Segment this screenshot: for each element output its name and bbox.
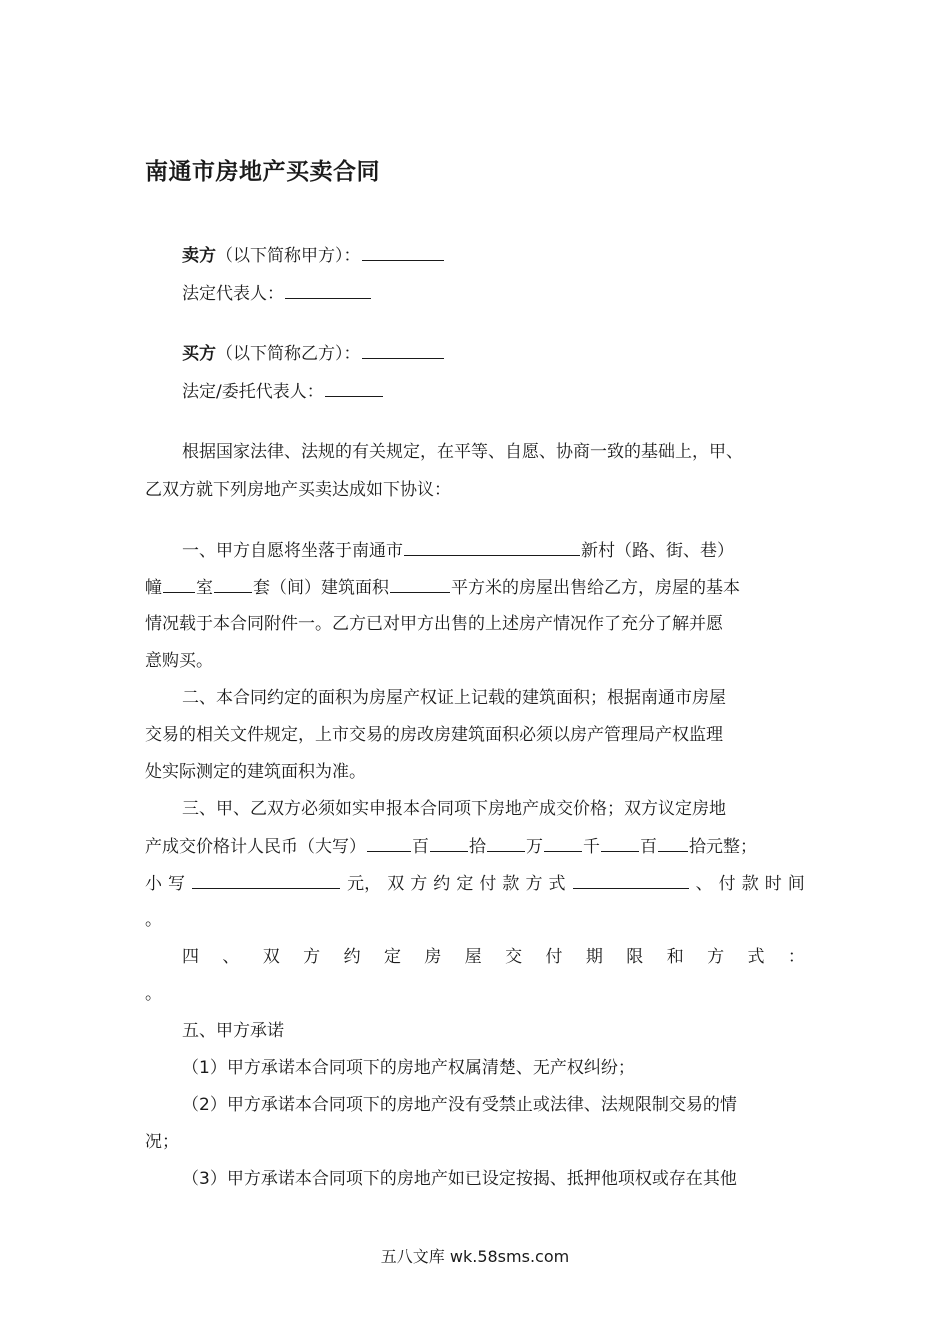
seller-rep-blank[interactable] [285,281,371,299]
clause4-char: 双 [262,947,280,967]
clause4-char: 、 [222,947,240,967]
seller-label: 卖方 [182,246,216,266]
price-blank-5[interactable] [601,834,639,852]
price-blank-4[interactable] [544,834,582,852]
price-blank-2[interactable] [430,834,468,852]
buyer-note: （以下简称乙方）： [216,344,361,364]
buyer-label: 买方 [182,344,216,364]
clause4-char: 定 [383,947,401,967]
payment-char: 约 [433,874,451,894]
buyer-line [182,341,445,366]
clause4-char: 和 [666,947,684,967]
clause2-line-1: 二、本合同约定的面积为房屋产权证上记载的建筑面积；根据南通市房屋 [182,688,726,708]
building-blank[interactable] [163,575,195,593]
seller-rep-label: 法定代表人： [182,284,284,304]
payment-tail-char: 时 [764,874,782,894]
payment-tail-char: 付 [718,874,736,894]
buyer-rep-line [182,379,384,404]
clause4-char: 约 [343,947,361,967]
unit-shi-1: 拾 [469,837,486,857]
price-blank-6[interactable] [658,834,688,852]
yuan-text: 元， [347,874,382,894]
payment-char: 定 [456,874,474,894]
clause5-item-2-cont: 况； [145,1132,179,1152]
unit-end: 拾元整； [689,837,757,857]
seller-rep-line [182,281,372,306]
clause2-line-3: 处实际测定的建筑面积为准。 [145,762,366,782]
clause1-line-1 [182,538,734,563]
clause3-line-4: 。 [145,910,162,930]
price-label: 产成交价格计人民币（大写） [145,837,366,857]
clause4-char: 付 [545,947,563,967]
clause5-item-1: （1）甲方承诺本合同项下的房地产权属清楚、无产权纠纷； [182,1058,635,1078]
unit-bai-2: 百 [640,837,657,857]
clause4-char: 四 [182,947,199,967]
clause1-area-label: 套（间）建筑面积 [253,578,389,598]
price-blank-1[interactable] [367,834,411,852]
clause1-line-4: 意购买。 [145,651,213,671]
price-blank-3[interactable] [487,834,525,852]
clause4-char: 方 [707,947,725,967]
unit-qian: 千 [583,837,600,857]
buyer-rep-label: 法定/委托代表人： [182,382,324,402]
payment-method-blank[interactable] [573,871,689,889]
clause2-line-2: 交易的相关文件规定，上市交易的房改房建筑面积必须以房产管理局产权监理 [145,725,723,745]
clause3-line-1: 三、甲、乙双方必须如实申报本合同项下房地产成交价格；双方议定房地 [182,799,726,819]
payment-char: 方 [525,874,543,894]
clause5-heading: 五、甲方承诺 [182,1021,284,1041]
clause5-item-2: （2）甲方承诺本合同项下的房地产没有受禁止或法律、法规限制交易的情 [182,1095,737,1115]
address-blank[interactable] [404,538,580,556]
clause1-text-b: 新村（路、街、巷） [581,541,734,561]
buyer-rep-blank[interactable] [325,379,383,397]
small-char-2: 写 [168,874,186,894]
clause1-area-tail: 平方米的房屋出售给乙方，房屋的基本 [451,578,740,598]
seller-note: （以下简称甲方）： [216,246,361,266]
payment-char: 付 [479,874,497,894]
clause4-line-1 [182,945,805,969]
clause3-line-2 [145,834,757,859]
payment-char: 方 [410,874,428,894]
clause4-char: 屋 [464,947,482,967]
clause4-char: 式 [747,947,765,967]
clause4-char: 交 [505,947,523,967]
clause1-line-2 [145,575,740,600]
clause5-item-3: （3）甲方承诺本合同项下的房地产如已设定按揭、抵押他项权或存在其他 [182,1169,737,1189]
clause1-line-3: 情况载于本合同附件一。乙方已对甲方出售的上述房产情况作了充分了解并愿 [145,614,723,634]
clause4-char: 方 [303,947,321,967]
clause4-char: 期 [585,947,603,967]
room-blank[interactable] [214,575,252,593]
clause1-building: 幢 [145,578,162,598]
footer-watermark: 五八文库 wk.58sms.com [380,1247,570,1266]
amount-blank[interactable] [192,871,340,889]
seller-name-blank[interactable] [362,243,444,261]
clause4-char: 房 [424,947,442,967]
clause4-line-2: 。 [145,984,162,1004]
payment-char: 双 [387,874,405,894]
clause4-char: 限 [626,947,644,967]
buyer-name-blank[interactable] [362,341,444,359]
payment-tail-char: 间 [787,874,805,894]
small-char-1: 小 [145,874,162,894]
payment-tail-char: 款 [741,874,759,894]
clause1-text-a: 一、甲方自愿将坐落于南通市 [182,541,403,561]
seller-line [182,243,445,268]
clause4-char: ： [787,947,805,967]
clause1-room: 室 [196,578,213,598]
payment-char: 款 [502,874,520,894]
unit-bai-1: 百 [412,837,429,857]
unit-wan: 万 [526,837,543,857]
clause3-line-3 [145,871,805,896]
preamble-line-2: 乙双方就下列房地产买卖达成如下协议： [145,480,451,500]
area-blank[interactable] [390,575,450,593]
preamble-line-1: 根据国家法律、法规的有关规定，在平等、自愿、协商一致的基础上，甲、 [182,442,743,462]
payment-tail-char: 、 [695,874,713,894]
payment-char: 式 [548,874,566,894]
page-title: 南通市房地产买卖合同 [145,159,380,185]
